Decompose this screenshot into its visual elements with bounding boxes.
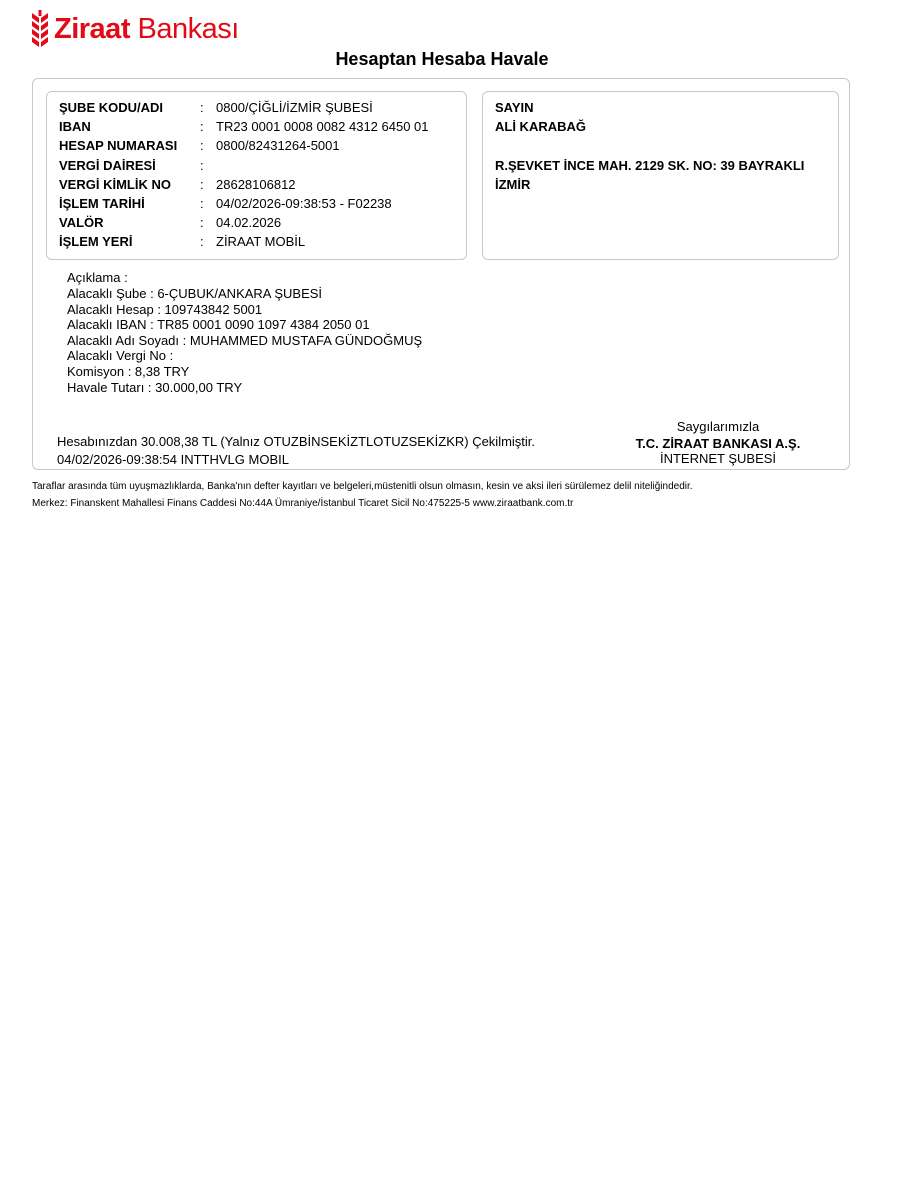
info-separator: : <box>200 177 204 192</box>
info-label: IBAN <box>59 119 91 134</box>
description-line: Komisyon : 8,38 TRY <box>67 364 190 379</box>
description-line: Açıklama : <box>67 270 128 285</box>
info-value: 0800/82431264-5001 <box>216 138 340 153</box>
info-label: VERGİ DAİRESİ <box>59 158 156 173</box>
info-separator: : <box>200 196 204 211</box>
info-separator: : <box>200 158 204 173</box>
recipient-name: ALİ KARABAĞ <box>495 119 586 134</box>
recipient-salutation: SAYIN <box>495 100 534 115</box>
description-line: Alacaklı Hesap : 109743842 5001 <box>67 302 263 317</box>
info-separator: : <box>200 119 204 134</box>
info-separator: : <box>200 215 204 230</box>
recipient-address-line2: İZMİR <box>495 177 531 192</box>
info-label: İŞLEM YERİ <box>59 234 133 249</box>
info-value: 0800/ÇİĞLİ/İZMİR ŞUBESİ <box>216 100 373 115</box>
footer-hq-info: Merkez: Finanskent Mahallesi Finans Caddesi No:44A Ümraniye/İstanbul Ticaret Sicil No:475225-5 www.ziraatbank.com.tr <box>32 498 574 509</box>
signature-bank-name: T.C. ZİRAAT BANKASI A.Ş. <box>635 436 801 451</box>
info-value: 04.02.2026 <box>216 215 282 230</box>
logo-text: Ziraat Bankası <box>54 12 239 45</box>
info-label: İŞLEM TARİHİ <box>59 196 145 211</box>
info-separator: : <box>200 234 204 249</box>
info-separator: : <box>200 138 204 153</box>
info-separator: : <box>200 100 204 115</box>
description-line: Alacaklı Vergi No : <box>67 348 174 363</box>
description-line: Alacaklı Adı Soyadı : MUHAMMED MUSTAFA GÜNDOĞMUŞ <box>67 333 423 348</box>
info-label: VERGİ KİMLİK NO <box>59 177 171 192</box>
description-line: Havale Tutarı : 30.000,00 TRY <box>67 380 243 395</box>
info-label: ŞUBE KODU/ADI <box>59 100 164 115</box>
footer-disclaimer: Taraflar arasında tüm uyuşmazlıklarda, Banka'nın defter kayıtları ve belgeleri,müstenitli olsun olmasın, kesin ve aksi ileri sürülemez delil niteliğindedir. <box>32 481 693 492</box>
info-value: ZİRAAT MOBİL <box>216 234 306 249</box>
info-value: 28628106812 <box>216 177 296 192</box>
info-label: HESAP NUMARASI <box>59 138 178 153</box>
signature-branch: İNTERNET ŞUBESİ <box>659 451 777 466</box>
recipient-address-line1: R.ŞEVKET İNCE MAH. 2129 SK. NO: 39 BAYRAKLI <box>495 158 805 173</box>
ziraat-logo <box>31 9 239 49</box>
wheat-icon <box>31 10 49 48</box>
info-value: TR23 0001 0008 0082 4312 6450 01 <box>216 119 429 134</box>
transaction-timestamp: 04/02/2026-09:38:54 INTTHVLG MOBIL <box>57 452 289 467</box>
info-label: VALÖR <box>59 215 104 230</box>
description-line: Alacaklı Şube : 6-ÇUBUK/ANKARA ŞUBESİ <box>67 286 323 301</box>
signature-regards: Saygılarımızla <box>676 419 760 434</box>
withdrawn-amount-text: Hesabınızdan 30.008,38 TL (Yalnız OTUZBİNSEKİZTLOTUZSEKİZKR) Çekilmiştir. <box>57 434 536 449</box>
document-title: Hesaptan Hesaba Havale <box>335 49 549 69</box>
description-line: Alacaklı IBAN : TR85 0001 0090 1097 4384 2050 01 <box>67 317 370 332</box>
info-value: 04/02/2026-09:38:53 - F02238 <box>216 196 392 211</box>
